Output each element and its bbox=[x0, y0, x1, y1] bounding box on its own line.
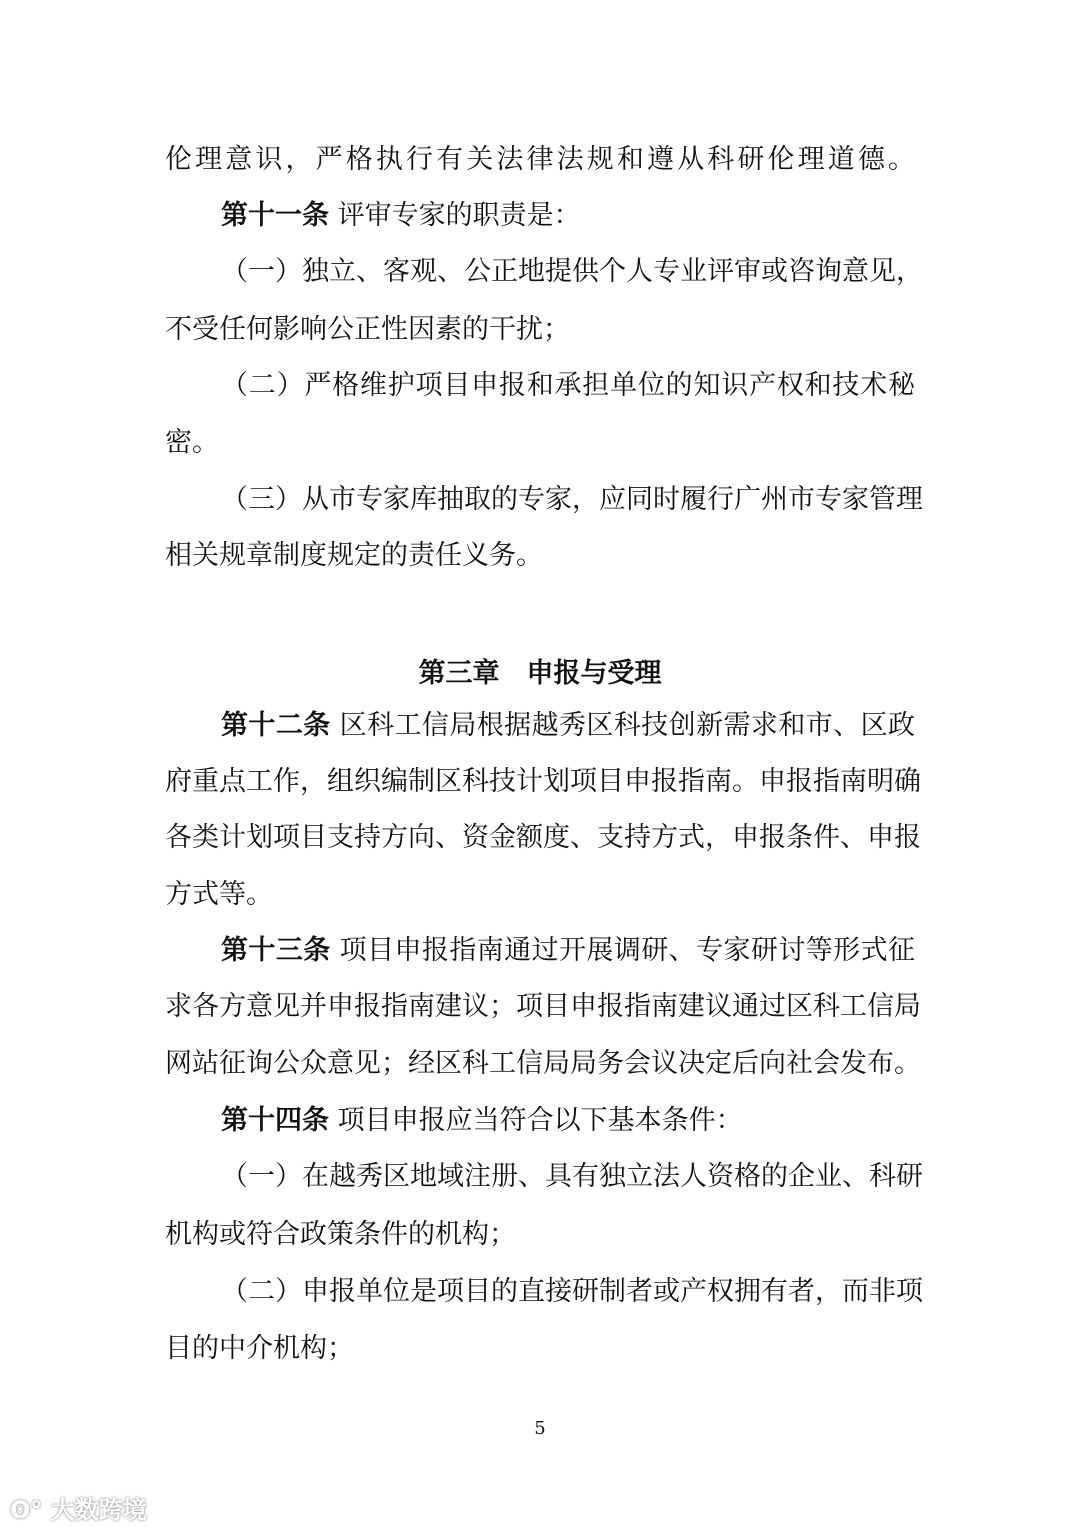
article-title: 第十一条 bbox=[221, 200, 329, 231]
page-number: 5 bbox=[534, 1418, 546, 1439]
watermark-icon: ʘ° bbox=[10, 1496, 43, 1524]
text-line: 密。 bbox=[165, 427, 219, 458]
article-text: 项目申报应当符合以下基本条件： bbox=[329, 1105, 743, 1136]
article-11-heading bbox=[221, 199, 581, 233]
text-line: （一）在越秀区地域注册、具有独立法人资格的企业、科研 bbox=[221, 1161, 923, 1192]
watermark-text: 大数跨境 bbox=[50, 1496, 147, 1524]
article-text: 评审专家的职责是： bbox=[329, 200, 581, 231]
chapter-heading: 第三章 申报与受理 bbox=[418, 658, 662, 689]
text-line: （三）从市专家库抽取的专家，应同时履行广州市专家管理 bbox=[221, 484, 923, 515]
article-text: 项目申报指南通过开展调研、专家研讨等形式征 bbox=[330, 935, 915, 966]
text-line: 机构或符合政策条件的机构； bbox=[165, 1219, 516, 1250]
text-line: 各类计划项目支持方向、资金额度、支持方式，申报条件、申报 bbox=[165, 822, 921, 853]
article-title: 第十三条 bbox=[221, 935, 331, 966]
text-line: （二）申报单位是项目的直接研制者或产权拥有者，而非项 bbox=[221, 1276, 923, 1307]
watermark-logo bbox=[10, 1490, 147, 1525]
article-12-heading bbox=[221, 709, 915, 743]
text-line: 府重点工作，组织编制区科技计划项目申报指南。申报指南明确 bbox=[165, 766, 921, 797]
article-title: 第十二条 bbox=[221, 710, 331, 741]
text-line: （二）严格维护项目申报和承担单位的知识产权和技术秘 bbox=[221, 370, 915, 401]
text-line: 求各方意见并申报指南建议；项目申报指南建议通过区科工信局 bbox=[165, 991, 921, 1022]
text-line: （一）独立、客观、公正地提供个人专业评审或咨询意见， bbox=[221, 256, 923, 287]
text-line: 方式等。 bbox=[165, 879, 273, 910]
text-line: 目的中介机构； bbox=[165, 1333, 354, 1364]
text-line: 不受任何影响公正性因素的干扰； bbox=[165, 314, 570, 345]
text-line: 网站征询公众意见；经区科工信局局务会议决定后向社会发布。 bbox=[165, 1048, 921, 1079]
text-line: 伦理意识，严格执行有关法律法规和遵从科研伦理道德。 bbox=[165, 144, 915, 175]
article-title: 第十四条 bbox=[221, 1105, 329, 1136]
article-text: 区科工信局根据越秀区科技创新需求和市、区政 bbox=[330, 710, 915, 741]
text-line: 相关规章制度规定的责任义务。 bbox=[165, 540, 543, 571]
article-14-heading bbox=[221, 1104, 743, 1138]
article-13-heading bbox=[221, 934, 915, 968]
